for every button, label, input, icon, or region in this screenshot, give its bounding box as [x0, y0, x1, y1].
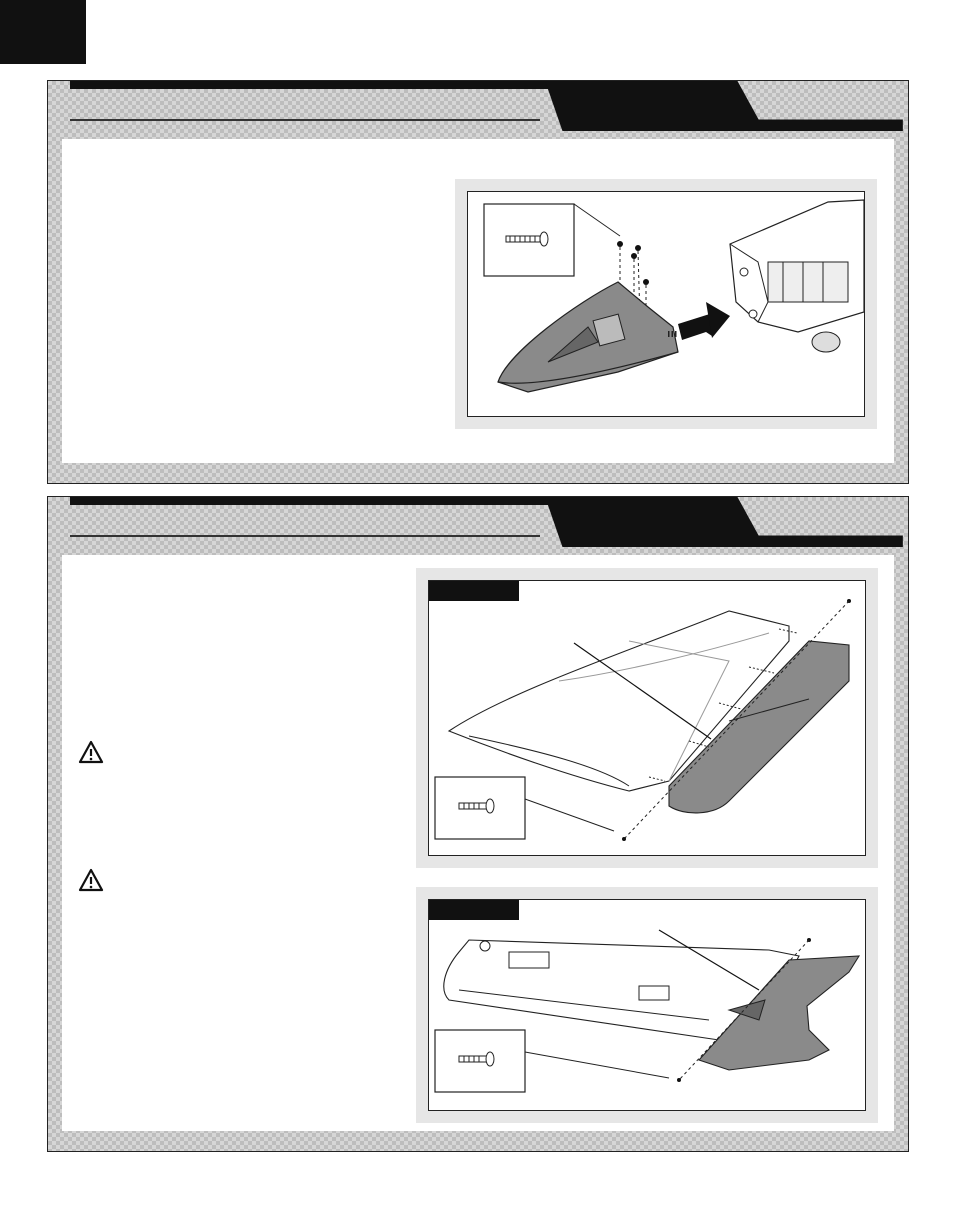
arrow-right-icon	[668, 302, 730, 340]
warning-triangle-icon	[78, 740, 104, 764]
section-content-2	[62, 555, 894, 1131]
header-rule-mid	[70, 535, 540, 537]
wing-aileron-illustration	[429, 581, 865, 855]
section-content-1	[62, 139, 894, 463]
section-header-2	[48, 497, 908, 545]
figure-wing-aileron	[416, 568, 878, 868]
figure-inner	[428, 580, 866, 856]
header-rule-mid	[70, 119, 540, 121]
section-header-1	[48, 81, 908, 129]
figure-label-tab	[429, 581, 519, 601]
figure-stabilizer	[416, 887, 878, 1123]
header-rule-top	[70, 81, 560, 89]
page-corner-tab	[0, 0, 86, 64]
header-black-tab	[538, 497, 910, 547]
figure-inner	[467, 191, 865, 417]
stabilizer-illustration	[429, 900, 865, 1110]
nose-cone-illustration	[468, 192, 864, 416]
header-rule-top	[70, 497, 560, 505]
figure-inner	[428, 899, 866, 1111]
figure-nose-cone	[455, 179, 877, 429]
warning-triangle-icon	[78, 868, 104, 892]
section-panel-2	[47, 496, 909, 1152]
figure-label-tab	[429, 900, 519, 920]
header-black-tab	[538, 81, 910, 131]
section-panel-1	[47, 80, 909, 484]
